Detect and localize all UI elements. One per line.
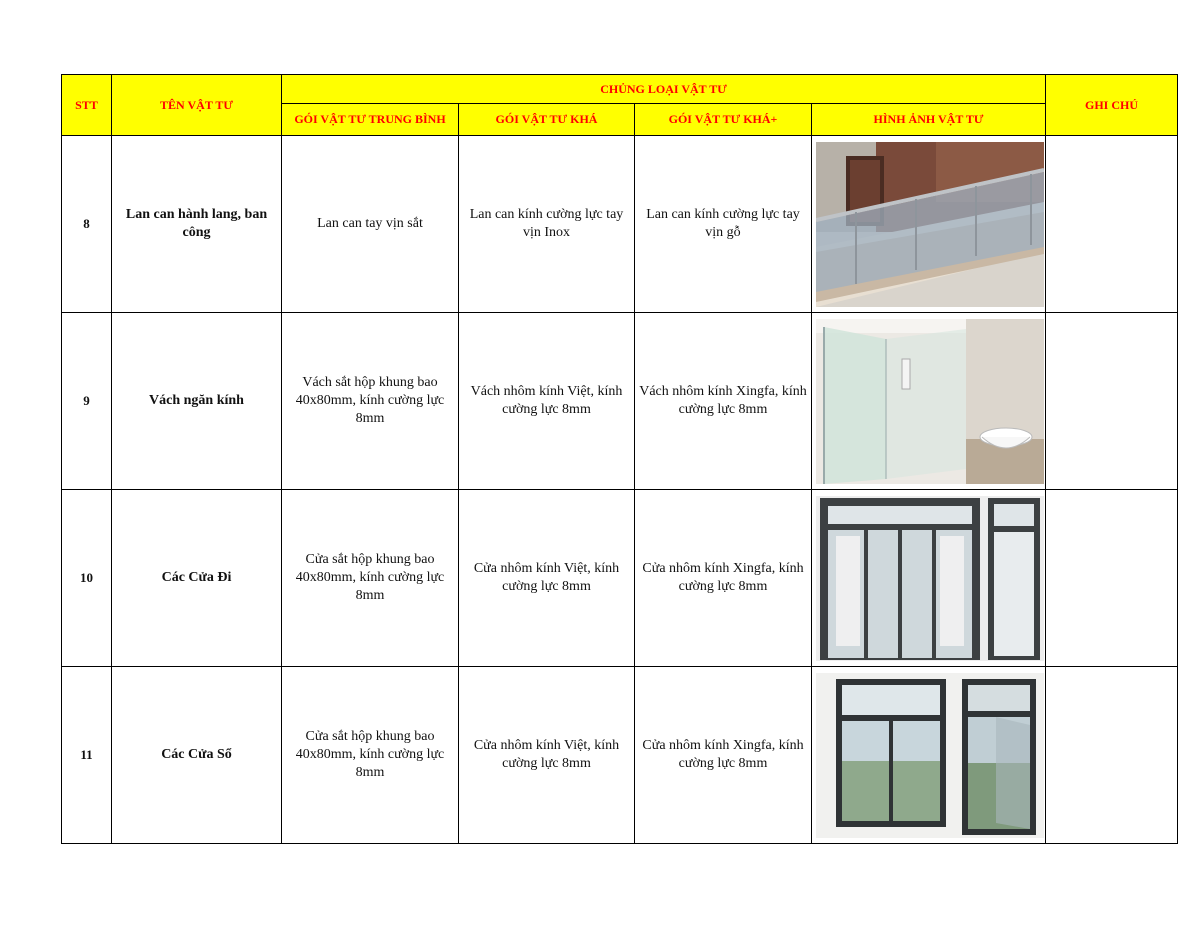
header-stt: STT <box>62 75 112 136</box>
table-row <box>62 313 1178 490</box>
aluminum-windows-photo <box>816 673 1044 838</box>
row-better: Cửa nhôm kính Xingfa, kính cường lực 8mm <box>635 490 812 667</box>
row-image-cell <box>812 667 1046 844</box>
row-name: Các Cửa Đi <box>112 490 282 667</box>
header-basic-package: GÓI VẬT TƯ TRUNG BÌNH <box>282 104 459 136</box>
header-name: TÊN VẬT TƯ <box>112 75 282 136</box>
row-basic: Cửa sắt hộp khung bao 40x80mm, kính cường lực 8mm <box>282 667 459 844</box>
table-row <box>62 490 1178 667</box>
row-note <box>1046 667 1178 844</box>
row-better: Lan can kính cường lực tay vịn gỗ <box>635 136 812 313</box>
row-stt: 10 <box>62 490 112 667</box>
row-good: Lan can kính cường lực tay vịn Inox <box>459 136 635 313</box>
header-good-package: GÓI VẬT TƯ KHÁ <box>459 104 635 136</box>
row-note <box>1046 490 1178 667</box>
row-image-cell <box>812 313 1046 490</box>
table-row <box>62 136 1178 313</box>
row-name: Vách ngăn kính <box>112 313 282 490</box>
glass-partition-photo <box>816 319 1044 484</box>
row-note <box>1046 313 1178 490</box>
row-basic: Vách sắt hộp khung bao 40x80mm, kính cường lực 8mm <box>282 313 459 490</box>
aluminum-doors-photo <box>816 496 1044 661</box>
row-better: Vách nhôm kính Xingfa, kính cường lực 8mm <box>635 313 812 490</box>
row-basic: Cửa sắt hộp khung bao 40x80mm, kính cường lực 8mm <box>282 490 459 667</box>
row-better: Cửa nhôm kính Xingfa, kính cường lực 8mm <box>635 667 812 844</box>
row-note <box>1046 136 1178 313</box>
row-basic: Lan can tay vịn sắt <box>282 136 459 313</box>
row-name: Lan can hành lang, ban công <box>112 136 282 313</box>
header-category: CHỦNG LOẠI VẬT TƯ <box>282 75 1046 104</box>
header-better-package: GÓI VẬT TƯ KHÁ+ <box>635 104 812 136</box>
row-stt: 8 <box>62 136 112 313</box>
row-stt: 11 <box>62 667 112 844</box>
row-name: Các Cửa Sổ <box>112 667 282 844</box>
row-image-cell <box>812 136 1046 313</box>
materials-table <box>61 74 1178 844</box>
row-image-cell <box>812 490 1046 667</box>
row-stt: 9 <box>62 313 112 490</box>
balcony-railing-photo <box>816 142 1044 307</box>
row-good: Cửa nhôm kính Việt, kính cường lực 8mm <box>459 490 635 667</box>
row-good: Vách nhôm kính Việt, kính cường lực 8mm <box>459 313 635 490</box>
header-material-image: HÌNH ẢNH VẬT TƯ <box>812 104 1046 136</box>
table-row <box>62 667 1178 844</box>
header-note: GHI CHÚ <box>1046 75 1178 136</box>
row-good: Cửa nhôm kính Việt, kính cường lực 8mm <box>459 667 635 844</box>
